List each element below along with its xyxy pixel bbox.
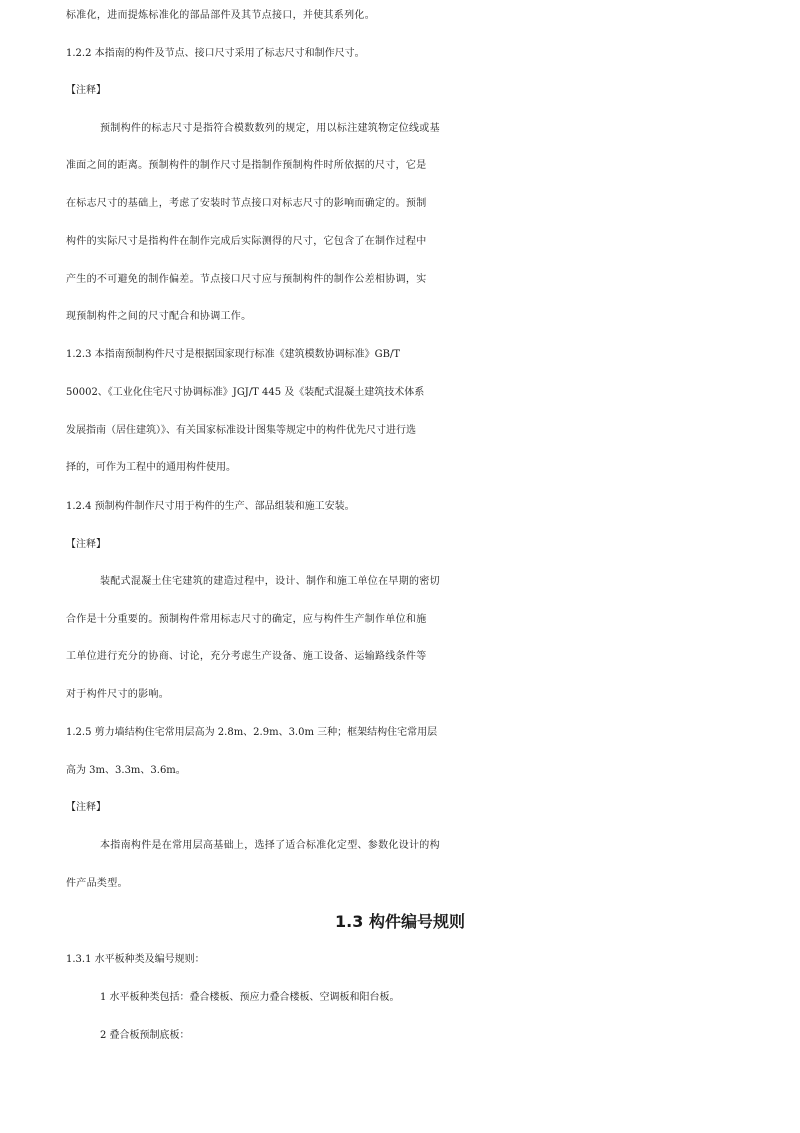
text-line: 合作是十分重要的。预制构件常用标志尺寸的确定，应与构件生产制作单位和施 <box>66 614 427 625</box>
section-heading-1-3: 1.3 构件编号规则 <box>335 912 465 931</box>
text-line: 件产品类型。 <box>66 878 128 889</box>
clause-1-2-4: 1.2.4 预制构件制作尺寸用于构件的生产、部品组装和施工安装。 <box>66 501 355 512</box>
text-line: 工单位进行充分的协商、讨论，充分考虑生产设备、施工设备、运输路线条件等 <box>66 651 427 662</box>
clause-1-3-1: 1.3.1 水平板种类及编号规则： <box>66 954 205 965</box>
text-line: 构件的实际尺寸是指构件在制作完成后实际测得的尺寸，它包含了在制作过程中 <box>66 236 427 247</box>
clause-1-2-5: 1.2.5 剪力墙结构住宅常用层高为 2.8m、2.9m、3.0m 三种；框架结构住宅常用层 <box>66 727 438 738</box>
text-line: 50002、《工业化住宅尺寸协调标准》JGJ/T 445 及《装配式混凝土建筑技术体系 <box>66 387 425 398</box>
text-line: 标准化，进而提炼标准化的部品部件及其节点接口，并使其系列化。 <box>66 10 375 21</box>
text-line: 在标志尺寸的基础上，考虑了安装时节点接口对标志尺寸的影响而确定的。预制 <box>66 198 427 209</box>
text-line: 装配式混凝土住宅建筑的建造过程中，设计、制作和施工单位在早期的密切 <box>100 576 440 587</box>
note-label: 【注释】 <box>66 802 106 813</box>
note-label: 【注释】 <box>66 85 106 96</box>
text-line: 现预制构件之间的尺寸配合和协调工作。 <box>66 311 252 322</box>
list-item: 1 水平板种类包括：叠合楼板、预应力叠合楼板、空调板和阳台板。 <box>100 992 400 1003</box>
list-item: 2 叠合板预制底板： <box>100 1030 190 1041</box>
text-line: 择的，可作为工程中的通用构件使用。 <box>66 462 236 473</box>
note-label: 【注释】 <box>66 539 106 550</box>
text-line: 发展指南（居住建筑）》、有关国家标准设计图集等规定中的构件优先尺寸进行选 <box>66 425 416 436</box>
text-line: 对于构件尺寸的影响。 <box>66 689 169 700</box>
text-line: 高为 3m、3.3m、3.6m。 <box>66 765 186 776</box>
text-line: 准面之间的距离。预制构件的制作尺寸是指制作预制构件时所依据的尺寸，它是 <box>66 160 427 171</box>
text-line: 本指南构件是在常用层高基础上，选择了适合标准化定型、参数化设计的构 <box>100 840 440 851</box>
clause-1-2-2: 1.2.2 本指南的构件及节点、接口尺寸采用了标志尺寸和制作尺寸。 <box>66 48 365 59</box>
text-line: 预制构件的标志尺寸是指符合模数数列的规定，用以标注建筑物定位线或基 <box>100 123 440 134</box>
clause-1-2-3: 1.2.3 本指南预制构件尺寸是根据国家现行标准《建筑模数协调标准》GB/T <box>66 349 400 360</box>
text-line: 产生的不可避免的制作偏差。节点接口尺寸应与预制构件的制作公差相协调，实 <box>66 274 427 285</box>
